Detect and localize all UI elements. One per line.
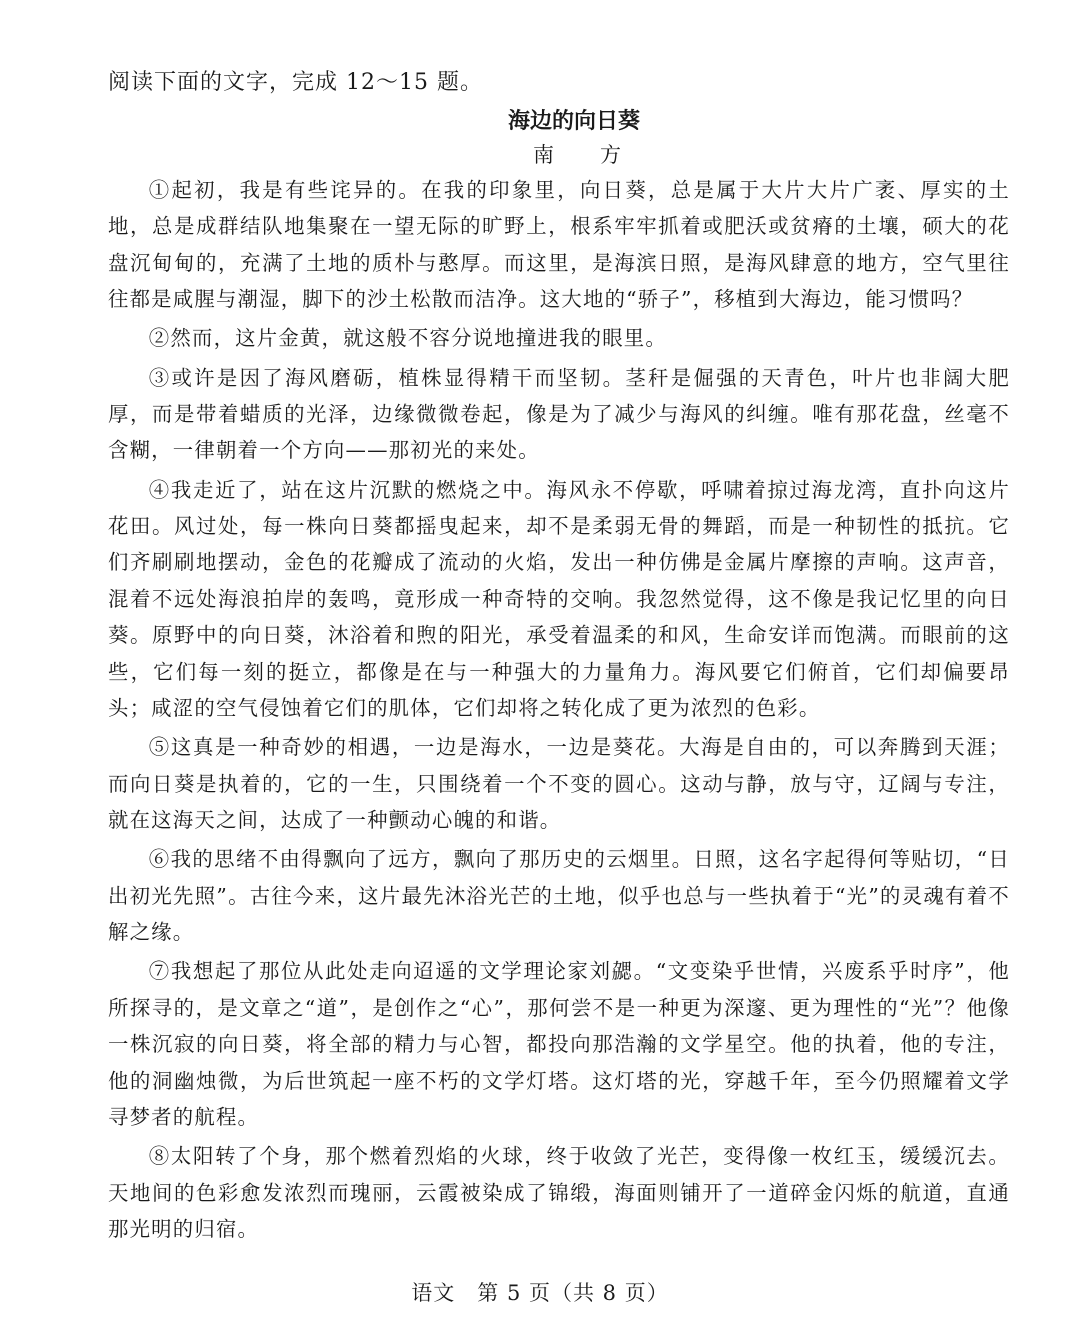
paragraph-8: ⑧太阳转了个身，那个燃着烈焰的火球，终于收敛了光芒，变得像一枚红玉，缓缓沉去。天地间的色彩愈发浓烈而瑰丽，云霞被染成了锦缎，海面则铺开了一道碎金闪烁的航道，直通那光明的归宿。 — [108, 1144, 1010, 1241]
article-author — [108, 138, 1010, 172]
paragraph-1: ①起初，我是有些诧异的。在我的印象里，向日葵，总是属于大片大片广袤、厚实的土地，总是成群结队地集聚在一望无际的旷野上，根系牢牢抓着或肥沃或贫瘠的土壤，硕大的花盘沉甸甸的，充满了土地的质朴与憨厚。而这里，是海滨日照，是海风肆意的地方，空气里往往都是咸腥与潮湿，脚下的沙土松散而洁净。这大地的“骄子”，移植到大海边，能习惯吗？ — [108, 178, 1010, 312]
paragraph-6: ⑥我的思绪不由得飘向了远方，飘向了那历史的云烟里。日照，这名字起得何等贴切，“日出初光先照”。古往今来，这片最先沐浴光芒的土地，似乎也总与一些执着于“光”的灵魂有着不解之缘。 — [108, 847, 1010, 945]
paragraph-7: ⑦我想起了那位从此处走向迢遥的文学理论家刘勰。“文变染乎世情，兴废系乎时序”，他所探寻的，是文章之“道”，是创作之“心”，那何尝不是一种更为深邃、更为理性的“光”？他像一株沉寂的向日葵，将全部的精力与心智，都投向那浩瀚的文学星空。他的执着，他的专注，他的洞幽烛微，为后世筑起一座不朽的文学灯塔。这灯塔的光，穿越千年，至今仍照耀着文学寻梦者的航程。 — [108, 959, 1010, 1129]
paragraph-5: ⑤这真是一种奇妙的相遇，一边是海水，一边是葵花。大海是自由的，可以奔腾到天涯；而向日葵是执着的，它的一生，只围绕着一个不变的圆心。这动与静，放与守，辽阔与专注，就在这海天之间，达成了一种颤动心魄的和谐。 — [108, 735, 1010, 833]
article-body — [108, 172, 1010, 1247]
author-char-1: 南 — [533, 143, 554, 167]
author-char-2: 方 — [600, 143, 621, 167]
reading-instruction: 阅读下面的文字，完成 12～15 题。 — [108, 70, 483, 95]
article-title: 海边的向日葵 — [507, 109, 640, 134]
paragraph-2: ②然而，这片金黄，就这般不容分说地撞进我的眼里。 — [148, 326, 667, 351]
paragraph-4: ④我走近了，站在这片沉默的燃烧之中。海风永不停歇，呼啸着掠过海龙湾，直扑向这片花田。风过处，每一株向日葵都摇曳起来，却不是柔弱无骨的舞蹈，而是一种韧性的抵抗。它们齐刷刷地摆动，金色的花瓣成了流动的火焰，发出一种仿佛是金属片摩擦的声响。这声音，混着不远处海浪拍岸的轰鸣，竟形成一种奇特的交响。我忽然觉得，这不像是我记忆里的向日葵。原野中的向日葵，沐浴着和煦的阳光，承受着温柔的和风，生命安详而饱满。而眼前的这些，它们每一刻的挺立，都像是在与一种强大的力量角力。海风要它们俯首，它们却偏要昂头；咸涩的空气侵蚀着它们的肌体，它们却将之转化成了更为浓烈的色彩。 — [108, 477, 1010, 721]
page-footer: 语文 第 5 页（共 8 页） — [411, 1281, 669, 1305]
paragraph-3: ③或许是因了海风磨砺，植株显得精干而坚韧。茎秆是倔强的天青色，叶片也非阔大肥厚，而是带着蜡质的光泽，边缘微微卷起，像是为了减少与海风的纠缠。唯有那花盘，丝毫不含糊，一律朝着一个方向——那初光的来处。 — [108, 365, 1010, 463]
